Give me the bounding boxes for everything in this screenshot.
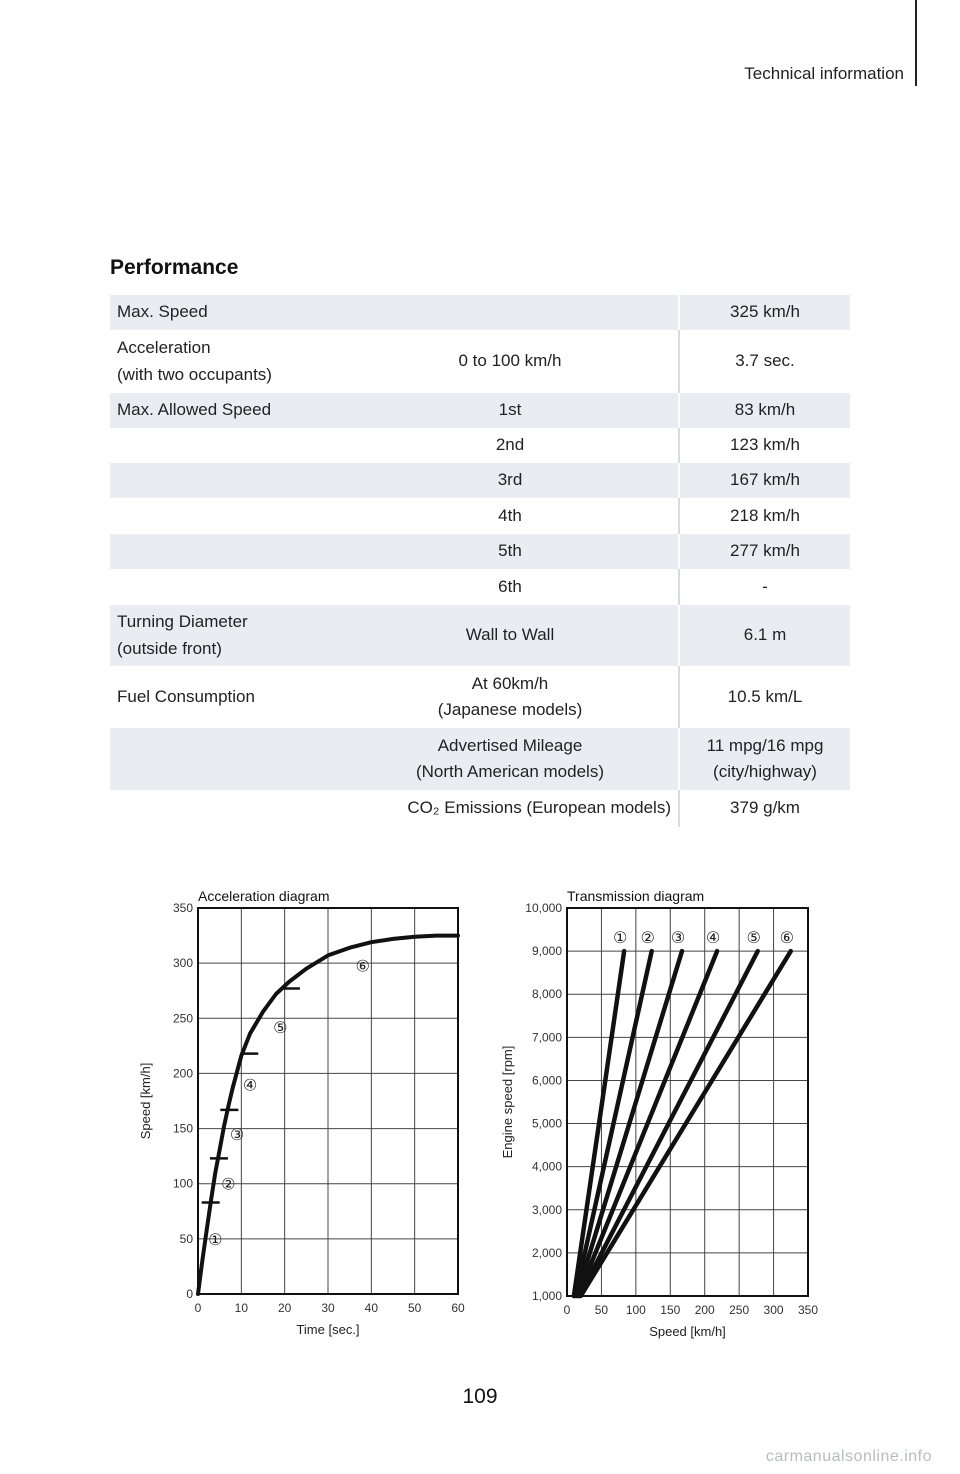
row-label — [110, 605, 342, 666]
row-condition-line: Advertised Mileage — [437, 735, 583, 755]
gear-line-label: ⑤ — [746, 928, 761, 948]
row-condition-line: Wall to Wall — [465, 625, 555, 645]
row-label — [110, 666, 342, 728]
row-value — [679, 428, 850, 463]
y-tick-label: 3,000 — [531, 1202, 562, 1217]
row-value-line: 3.7 sec. — [735, 351, 795, 371]
table-row — [110, 393, 850, 428]
row-label — [110, 463, 342, 498]
row-condition — [342, 330, 679, 393]
row-condition-line: 6th — [498, 576, 522, 596]
table-row — [110, 569, 850, 605]
y-tick-label: 8,000 — [531, 987, 562, 1002]
row-label-line: (outside front) — [117, 638, 222, 658]
watermark: carmanualsonline.info — [765, 1448, 932, 1465]
row-label-line: Acceleration — [117, 338, 211, 358]
row-value-line: - — [762, 576, 768, 596]
row-label-line: Turning Diameter — [117, 612, 248, 632]
row-label-line: Max. Allowed Speed — [117, 400, 272, 420]
row-value — [679, 498, 850, 534]
transmission-chart-svg — [490, 878, 830, 1348]
row-label-line: Fuel Consumption — [117, 686, 255, 706]
row-value — [679, 330, 850, 393]
header-rule — [915, 0, 917, 86]
row-label — [110, 498, 342, 534]
y-tick-label: 0 — [186, 1287, 193, 1301]
x-tick-label: 20 — [277, 1301, 292, 1315]
row-condition — [342, 295, 679, 330]
row-condition-line: 0 to 100 km/h — [458, 351, 562, 371]
chart-title: Transmission diagram — [567, 888, 705, 904]
y-tick-label: 10,000 — [525, 901, 562, 915]
x-tick-label: 300 — [763, 1303, 784, 1317]
row-value — [679, 534, 850, 569]
row-value — [679, 295, 850, 330]
row-value-line: 10.5 km/L — [727, 686, 803, 706]
row-condition — [342, 534, 679, 569]
x-tick-label: 150 — [660, 1303, 681, 1317]
row-label-line: Max. Speed — [117, 302, 208, 322]
gear-label: ③ — [229, 1125, 245, 1145]
row-value-line: 11 mpg/16 mpg — [706, 735, 824, 755]
x-axis-label: Time [sec.] — [296, 1322, 360, 1337]
x-tick-label: 0 — [563, 1303, 571, 1317]
gear-line-label: ③ — [670, 928, 686, 948]
table-row — [110, 534, 850, 569]
gear-line-label: ④ — [705, 928, 721, 948]
row-condition-line: 4th — [498, 505, 522, 525]
row-value-line: 6.1 m — [743, 625, 787, 645]
row-label — [110, 534, 342, 569]
x-tick-label: 200 — [694, 1303, 715, 1317]
row-value-line: 83 km/h — [734, 400, 796, 420]
gear-label: ① — [208, 1229, 223, 1249]
row-value — [679, 790, 850, 827]
x-tick-label: 30 — [321, 1301, 335, 1315]
row-condition — [342, 790, 679, 827]
row-value-line: 123 km/h — [730, 435, 800, 455]
row-condition — [342, 498, 679, 534]
row-condition — [342, 728, 679, 790]
table-row — [110, 790, 850, 827]
gear-label: ④ — [242, 1075, 258, 1095]
row-value-line: 218 km/h — [730, 505, 800, 525]
row-value — [679, 605, 850, 666]
chart-title: Acceleration diagram — [198, 888, 330, 904]
row-value-line: 167 km/h — [730, 470, 800, 490]
y-tick-label: 50 — [179, 1231, 193, 1246]
section-header: Technical information — [744, 64, 904, 83]
row-condition-line: (Japanese models) — [437, 700, 583, 719]
y-tick-label: 1,000 — [531, 1289, 562, 1303]
x-tick-label: 50 — [594, 1303, 609, 1317]
acceleration-chart — [130, 880, 480, 1350]
y-tick-label: 7,000 — [531, 1030, 562, 1045]
row-label — [110, 569, 342, 605]
performance-table — [110, 295, 850, 827]
y-tick-label: 200 — [172, 1066, 193, 1081]
y-axis-label: Engine speed [rpm] — [500, 1045, 515, 1159]
y-tick-label: 300 — [172, 956, 193, 971]
page-number: 109 — [462, 1385, 498, 1408]
y-tick-label: 5,000 — [531, 1116, 562, 1131]
y-tick-label: 4,000 — [531, 1159, 562, 1174]
y-tick-label: 100 — [172, 1176, 193, 1191]
row-label — [110, 728, 342, 790]
row-condition-line: 1st — [498, 400, 522, 420]
row-label — [110, 330, 342, 393]
row-condition — [342, 463, 679, 498]
gear-label: ⑤ — [273, 1018, 288, 1038]
y-tick-label: 350 — [172, 901, 193, 915]
y-tick-label: 150 — [172, 1121, 193, 1136]
y-tick-label: 2,000 — [531, 1245, 562, 1260]
x-tick-label: 60 — [451, 1301, 465, 1315]
y-tick-label: 250 — [172, 1011, 193, 1026]
row-label — [110, 295, 342, 330]
x-tick-label: 10 — [234, 1301, 249, 1315]
row-label — [110, 428, 342, 463]
row-value-line: 325 km/h — [730, 302, 800, 322]
row-label-line: (with two occupants) — [117, 364, 272, 384]
row-condition-line: 3rd — [497, 470, 523, 490]
row-value — [679, 569, 850, 605]
table-row — [110, 428, 850, 463]
x-tick-label: 350 — [797, 1303, 819, 1317]
row-condition — [342, 605, 679, 666]
row-condition — [342, 666, 679, 728]
table-row — [110, 295, 850, 330]
row-value — [679, 666, 850, 728]
row-value — [679, 728, 850, 790]
transmission-chart — [490, 878, 830, 1348]
section-title: Performance — [110, 256, 239, 279]
table-row — [110, 728, 850, 790]
row-label — [110, 393, 342, 428]
x-tick-label: 50 — [407, 1301, 422, 1315]
x-tick-label: 250 — [729, 1303, 750, 1317]
x-tick-label: 40 — [364, 1301, 379, 1315]
x-tick-label: 100 — [625, 1303, 646, 1317]
row-value-line: 379 g/km — [730, 798, 800, 818]
row-condition — [342, 428, 679, 463]
table-row — [110, 463, 850, 498]
gear-line-label: ⑥ — [779, 928, 794, 948]
gear-line-label: ① — [612, 928, 628, 948]
row-condition-line: At 60km/h — [471, 673, 549, 693]
acceleration-chart-svg — [130, 880, 480, 1350]
row-label — [110, 790, 342, 827]
row-condition-line: 5th — [498, 541, 522, 561]
table-row — [110, 666, 850, 728]
row-condition — [342, 569, 679, 605]
y-tick-label: 6,000 — [531, 1073, 562, 1088]
row-value — [679, 393, 850, 428]
row-value — [679, 463, 850, 498]
table-row — [110, 605, 850, 666]
y-axis-label: Speed [km/h] — [138, 1062, 153, 1140]
x-axis-label: Speed [km/h] — [649, 1324, 726, 1339]
x-tick-label: 0 — [194, 1301, 202, 1315]
row-condition — [342, 393, 679, 428]
row-value-line: (city/highway) — [713, 762, 817, 781]
row-condition-line: 2nd — [495, 435, 525, 455]
table-row — [110, 498, 850, 534]
y-tick-label: 9,000 — [531, 944, 562, 959]
gear-label: ② — [221, 1174, 236, 1194]
table-row — [110, 330, 850, 393]
row-condition-line: (North American models) — [415, 762, 604, 781]
row-value-line: 277 km/h — [730, 541, 800, 561]
gear-label: ⑥ — [355, 956, 370, 976]
gear-line-label: ② — [640, 928, 655, 948]
row-condition-line: CO₂ Emissions (European models) — [407, 798, 671, 818]
